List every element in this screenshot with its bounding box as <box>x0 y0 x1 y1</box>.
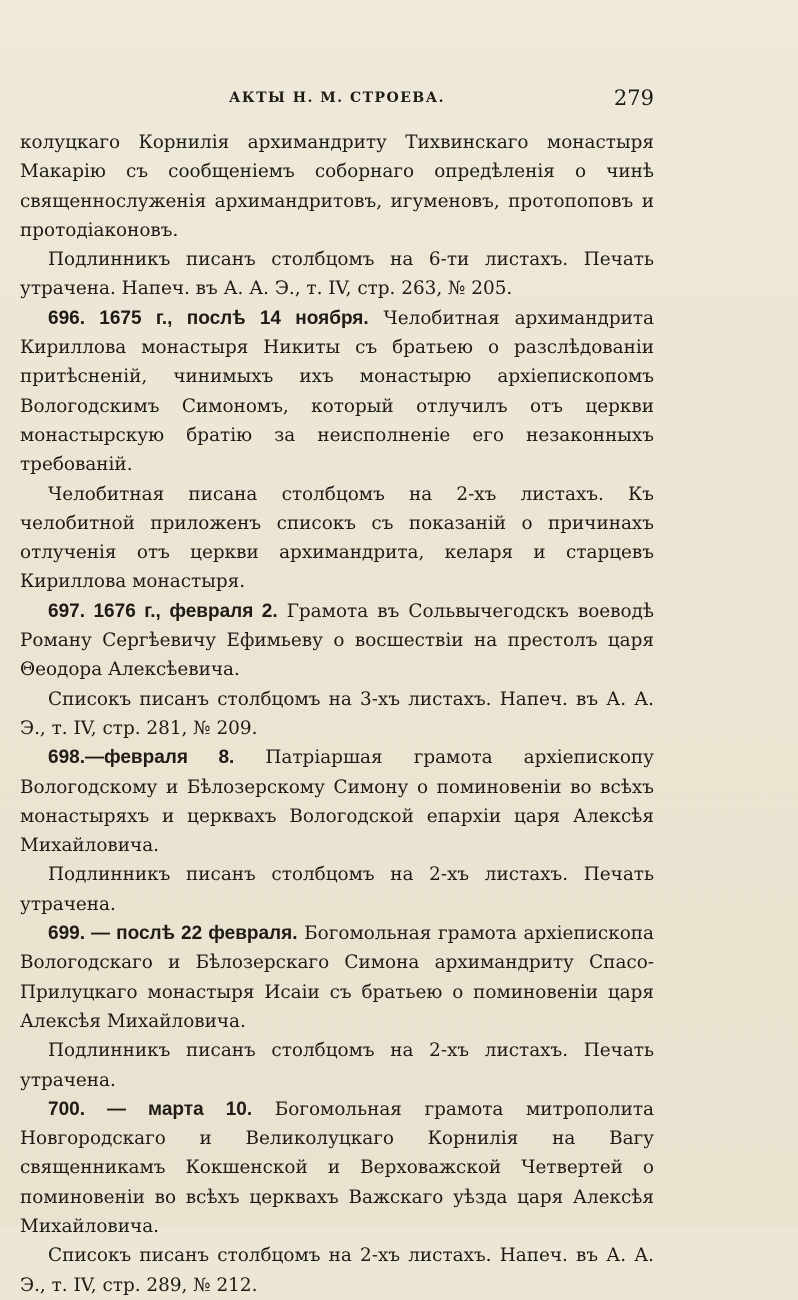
paragraph <box>20 304 654 480</box>
paragraph <box>20 597 654 685</box>
paragraph <box>20 685 654 744</box>
entry-heading: 699. — послѣ 22 февраля. <box>48 923 298 945</box>
paragraph <box>20 1241 654 1300</box>
paragraph <box>20 1036 654 1095</box>
paragraph <box>20 743 654 860</box>
paragraph-text: Подлинникъ писанъ столбцомъ на 2-хъ листахъ. Печать утрачена. <box>20 864 654 915</box>
paragraph <box>20 919 654 1036</box>
paragraph-text: Подлинникъ писанъ столбцомъ на 2-хъ листахъ. Печать утрачена. <box>20 1040 654 1091</box>
paragraph-text: Списокъ писанъ столбцомъ на 3-хъ листахъ. Напеч. въ А. А. Э., т. IV, стр. 281, № 209. <box>20 688 654 739</box>
entry-heading: 697. 1676 г., февраля 2. <box>48 600 278 622</box>
entry-heading: 696. 1675 г., послѣ 14 ноября. <box>48 307 369 329</box>
body-text <box>20 128 654 1300</box>
paragraph-text: Челобитная архимандрита Кириллова монастыря Никиты съ братьею о разслѣдованіи притѣсненій, чинимыхъ ихъ монастырю архіепископомъ Вологодскимъ Симономъ, который отлучилъ отъ церкви монастырскую братію за неисполненіе его незаконныхъ требованій. <box>20 307 654 476</box>
paragraph-text: Списокъ писанъ столбцомъ на 2-хъ листахъ. Напеч. въ А. А. Э., т. IV, стр. 289, № 212. <box>20 1245 654 1296</box>
paragraph <box>20 128 654 245</box>
paragraph-text: Грамота въ Сольвычегодскъ воеводѣ Роману Сергѣевичу Ефимьеву о восшествіи на престолъ царя Θеодора Алексѣевича. <box>20 600 654 681</box>
paragraph-text: Подлинникъ писанъ столбцомъ на 6-ти листахъ. Печать утрачена. Напеч. въ А. А. Э., т. IV, стр. 263, № 205. <box>20 249 654 300</box>
entry-heading: 698.—февраля 8. <box>48 747 235 769</box>
paragraph-text: Патріаршая грамота архіепископу Вологодскому и Бѣлозерскому Симону о поминовеніи во всѣхъ монастыряхъ и церквахъ Вологодской епархіи царя Алексѣя Михайловича. <box>20 747 654 857</box>
paragraph-text: Челобитная писана столбцомъ на 2-хъ листахъ. Къ челобитной приложенъ списокъ съ показаній о причинахъ отлученія отъ церкви архимандрита, келаря и старцевъ Кириллова монастыря. <box>20 483 654 593</box>
paragraph <box>20 860 654 919</box>
paragraph <box>20 480 654 597</box>
paragraph <box>20 245 654 304</box>
page-header <box>20 86 654 116</box>
paragraph-text: колуцкаго Корнилія архимандриту Тихвинскаго монастыря Макарію съ сообщеніемъ соборнаго опредѣленія о чинѣ священнослуженія архимандритовъ, игуменовъ, протопоповъ и протодіаконовъ. <box>20 132 654 241</box>
paragraph-text: Богомольная грамота митрополита Новгородскаго и Великолуцкаго Корнилія на Вагу священникамъ Кокшенской и Верховажской Четвертей о поминовеніи во всѣхъ церквахъ Важскаго уѣзда царя Алексѣя Михайловича. <box>20 1098 654 1237</box>
paragraph-text: Богомольная грамота архіепископа Вологодскаго и Бѣлозерскаго Симона архимандриту Спасо-Прилуцкаго монастыря Исаіи съ братьею о поминовеніи царя Алексѣя Михайловича. <box>20 923 655 1032</box>
paragraph <box>20 1095 654 1241</box>
running-title: АКТЫ Н. М. СТРОЕВА. <box>228 90 446 106</box>
page-number: 279 <box>613 86 654 110</box>
entry-heading: 700. — марта 10. <box>48 1098 253 1120</box>
